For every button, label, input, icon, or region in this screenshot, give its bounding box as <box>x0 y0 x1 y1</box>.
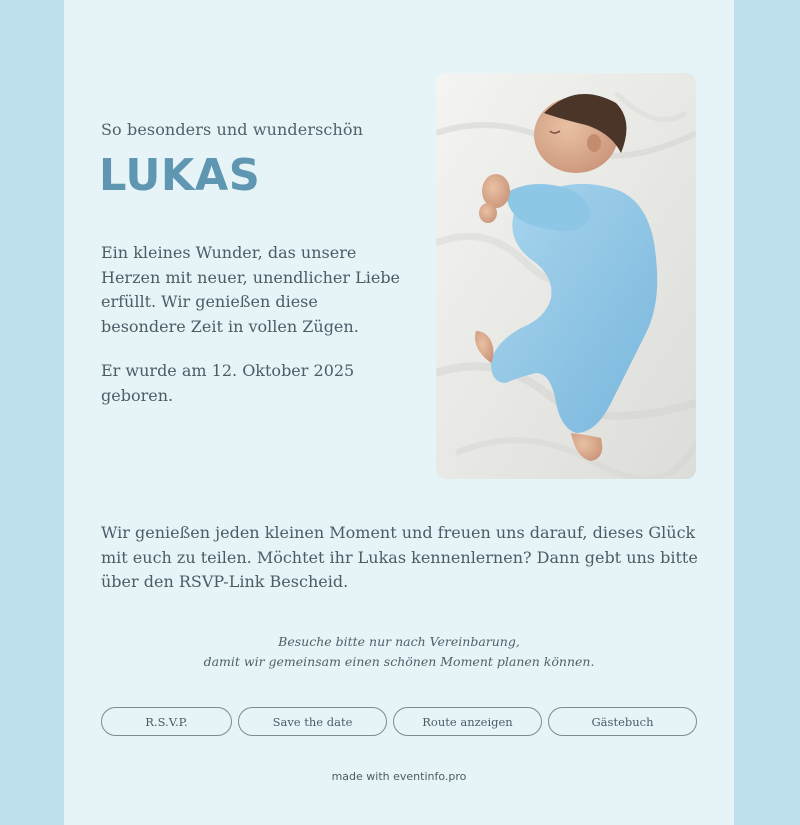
save-the-date-button[interactable]: Save the date <box>238 707 387 736</box>
action-buttons <box>101 707 697 736</box>
visit-note <box>64 632 734 672</box>
visit-note-line-2: damit wir gemeinsam einen schönen Moment planen können. <box>203 654 595 669</box>
birth-date-text: Er wurde am 12. Oktober 2025 geboren. <box>101 361 355 405</box>
rsvp-button[interactable]: R.S.V.P. <box>101 707 232 736</box>
welcome-message: Wir genießen jeden kleinen Moment und freuen uns darauf, dieses Glück mit euch zu teilen. Möchtet ihr Lukas kennenlernen? Dann gebt uns bitte über den RSVP-Link Bescheid. <box>101 523 698 591</box>
baby-photo-illustration <box>436 73 696 479</box>
route-button[interactable]: Route anzeigen <box>393 707 542 736</box>
baby-name-heading: LUKAS <box>99 150 261 201</box>
guestbook-button[interactable]: Gästebuch <box>548 707 697 736</box>
baby-photo <box>436 73 696 479</box>
visit-note-line-1: Besuche bitte nur nach Vereinbarung, <box>278 634 520 649</box>
intro-text: Ein kleines Wunder, das unsere Herzen mit neuer, unendlicher Liebe erfüllt. Wir genießen diese besondere Zeit in vollen Zügen. <box>101 243 401 336</box>
footer-credit[interactable]: made with eventinfo.pro <box>331 770 467 783</box>
subtitle: So besonders und wunderschön <box>101 120 364 139</box>
invitation-card <box>64 0 734 825</box>
